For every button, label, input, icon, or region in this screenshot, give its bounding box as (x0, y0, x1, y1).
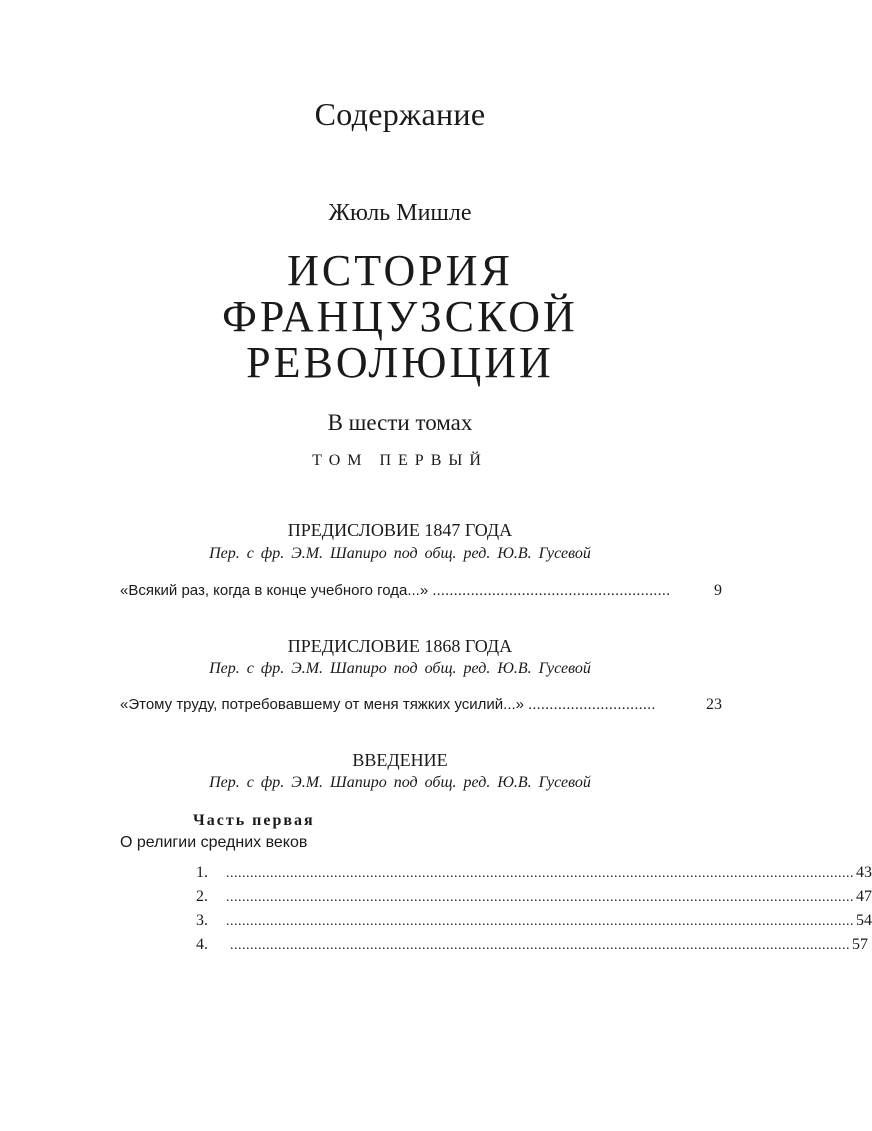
volumes-subtitle: В шести томах (327, 410, 473, 435)
chapter-page: 43 (856, 864, 872, 881)
toc-leader-dots: ........................................................ (428, 583, 671, 599)
contents-title: Содержание (314, 96, 486, 132)
chapter-page: 54 (856, 912, 872, 929)
toc-chapter-row[interactable] (196, 936, 868, 954)
toc-entry-text: «Всякий раз, когда в конце учебного года...» (120, 582, 429, 599)
toc-entry-preface-1847[interactable] (120, 582, 722, 600)
toc-chapter-row[interactable] (196, 912, 872, 930)
chapter-page: 57 (852, 936, 868, 953)
toc-leader-dots: ............................................................................................................................................................. (226, 914, 854, 929)
section-heading-preface-1847: ПРЕДИСЛОВИЕ 1847 ГОДА (287, 520, 513, 540)
toc-leader-dots: .............................. (524, 697, 656, 713)
toc-leader-dots: ............................................................................................................................................................. (226, 890, 854, 905)
chapter-number: 2. (196, 888, 208, 905)
section-heading-introduction: ВВЕДЕНИЕ (352, 750, 448, 770)
book-title-line-3: РЕВОЛЮЦИИ (246, 338, 554, 387)
part-title: О религии средних веков (120, 834, 308, 851)
book-title-line-2: ФРАНЦУЗСКОЙ (222, 292, 578, 341)
chapter-number: 4. (196, 936, 208, 953)
book-title-line-1: ИСТОРИЯ (287, 246, 513, 295)
author-name: Жюль Мишле (328, 200, 472, 226)
chapter-number: 3. (196, 912, 208, 929)
section-translator-preface-1847: Пер. с фр. Э.М. Шапиро под общ. ред. Ю.В. Гусевой (209, 545, 591, 562)
toc-entry-text: «Этому труду, потребовавшему от меня тяжких усилий...» (120, 696, 525, 713)
section-heading-preface-1868: ПРЕДИСЛОВИЕ 1868 ГОДА (287, 636, 513, 656)
toc-leader-dots: ........................................................................................................................................................... (226, 938, 850, 953)
chapter-number: 1. (196, 864, 208, 881)
toc-entry-page: 9 (714, 582, 722, 599)
part-label: Часть первая (193, 812, 315, 829)
section-translator-preface-1868: Пер. с фр. Э.М. Шапиро под общ. ред. Ю.В. Гусевой (209, 660, 591, 677)
section-translator-introduction: Пер. с фр. Э.М. Шапиро под общ. ред. Ю.В. Гусевой (209, 774, 591, 791)
toc-leader-dots: ............................................................................................................................................................. (226, 866, 854, 881)
toc-entry-page: 23 (706, 696, 722, 713)
toc-entry-preface-1868[interactable] (120, 696, 722, 714)
toc-chapter-row[interactable] (196, 864, 872, 882)
toc-chapter-row[interactable] (196, 888, 872, 906)
volume-label: ТОМ ПЕРВЫЙ (312, 452, 488, 469)
book-title (0, 248, 800, 386)
chapter-page: 47 (856, 888, 872, 905)
